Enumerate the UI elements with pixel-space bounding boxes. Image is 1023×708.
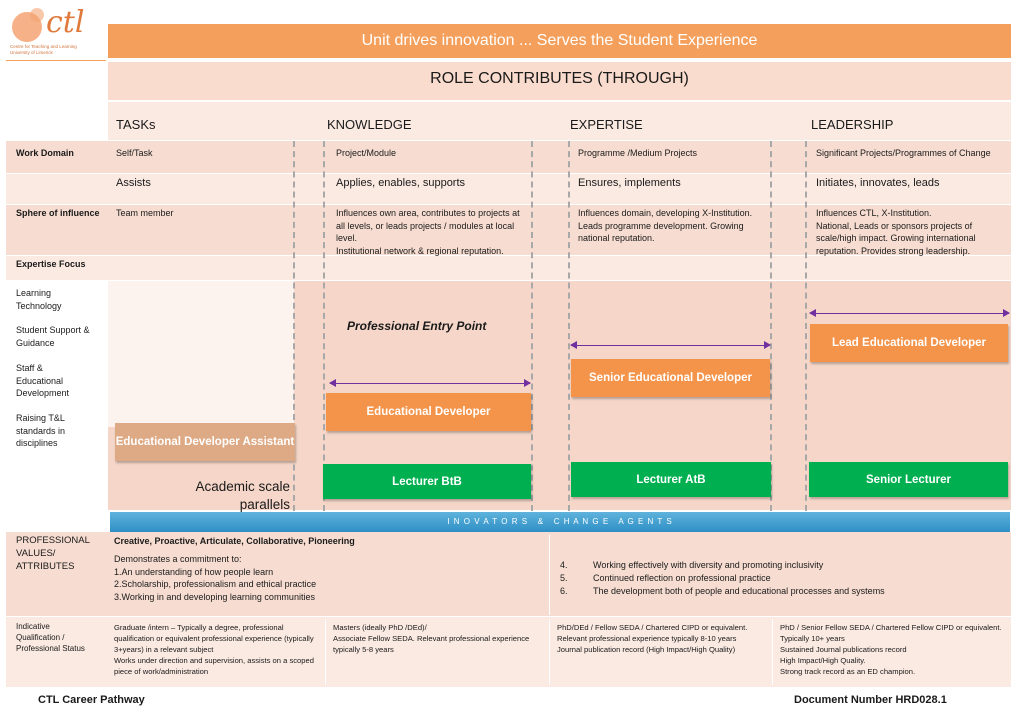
role-lead-educational-developer: Lead Educational Developer: [810, 324, 1008, 362]
role-contributes-heading: ROLE CONTRIBUTES (THROUGH): [108, 62, 1011, 100]
column-heading-knowledge: KNOWLEDGE: [327, 117, 412, 132]
work-domain-label: Work Domain: [16, 148, 74, 158]
academic-lecturer-btb: Lecturer BtB: [323, 464, 531, 499]
column-heading-leadership: LEADERSHIP: [811, 117, 894, 132]
sphere-leadership: Influences CTL, X-Institution. National, Leads or sponsors projects of scale/high impact. Growing international reputation. Provides strong leadership.: [816, 208, 976, 256]
values-headline: Creative, Proactive, Articulate, Collaborative, Pioneering: [114, 536, 355, 546]
expertise-focus-row: [6, 256, 1011, 280]
values-item-4-text: Working effectively with diversity and promoting inclusivity: [593, 560, 824, 570]
qual-divider-3: [772, 619, 773, 685]
focus-staff-development: Staff & Educational Development: [16, 363, 70, 398]
values-divider: [549, 535, 550, 615]
work-domain-tasks: Self/Task: [116, 148, 153, 158]
values-item-5-num: 5.: [560, 573, 568, 583]
divider-3b: [805, 141, 807, 511]
qual-divider-2: [549, 619, 550, 685]
header-title: Unit drives innovation ... Serves the Student Experience: [108, 24, 1011, 58]
career-band-white-column: [108, 281, 294, 427]
qualification-knowledge: Masters (ideally PhD /DEd)/ Associate Fellow SEDA. Relevant professional experience typically 5-8 years: [333, 623, 530, 654]
range-arrow-leadership: [810, 313, 1009, 314]
sphere-expertise: Influences domain, developing X-Institution. Leads programme development. Growing national reputation.: [578, 208, 753, 243]
professional-entry-point: Professional Entry Point: [347, 319, 487, 333]
role-senior-educational-developer: Senior Educational Developer: [571, 359, 770, 397]
divider-3a: [770, 141, 772, 511]
values-item-6-num: 6.: [560, 586, 568, 596]
values-label: PROFESSIONAL VALUES/ ATTRIBUTES: [16, 535, 90, 572]
focus-raising-standards: Raising T&L standards in disciplines: [16, 413, 66, 448]
divider-2a: [531, 141, 533, 511]
divider-1b: [323, 141, 325, 511]
footer-document-number: Document Number HRD028.1: [794, 694, 947, 706]
qualification-leadership: PhD / Senior Fellow SEDA / Chartered Fellow CIPD or equivalent. Typically 10+ years Sustained Journal publications record High Impact/High Quality. Strong track record as an ED champion.: [780, 623, 1002, 676]
values-item-4-num: 4.: [560, 560, 568, 570]
work-domain-knowledge: Project/Module: [336, 148, 397, 158]
logo-circle-small: [30, 8, 44, 22]
range-arrow-knowledge: [330, 383, 530, 384]
work-domain-expertise: Programme /Medium Projects: [578, 148, 698, 158]
column-heading-expertise: EXPERTISE: [570, 117, 643, 132]
focus-learning-technology: Learning Technology: [16, 288, 62, 311]
values-intro: Demonstrates a commitment to:: [114, 554, 242, 564]
qual-divider-1: [325, 619, 326, 685]
sphere-label: Sphere of influence: [16, 208, 100, 218]
academic-scale-label: Academic scale parallels: [195, 479, 290, 512]
range-arrow-expertise: [571, 345, 770, 346]
academic-lecturer-atb: Lecturer AtB: [571, 462, 771, 497]
innovators-banner: I N O V A T O R S & C H A N G E A G E N T S: [110, 512, 1010, 532]
ctl-logo: [8, 6, 104, 60]
values-item-1: 1.An understanding of how people learn: [114, 567, 274, 577]
values-item-5-text: Continued reflection on professional practice: [593, 573, 771, 583]
academic-senior-lecturer: Senior Lecturer: [809, 462, 1008, 497]
logo-line1: Centre for Teaching and Learning: [10, 44, 77, 49]
expertise-focus-label: Expertise Focus: [16, 259, 86, 269]
qualification-tasks: Graduate /intern – Typically a degree, professional qualification or equivalent professional experience (typically 3+years) in a relevant subject Works under direction and supervision, assists on a scoped piece of work/administration: [114, 623, 314, 676]
qualification-label: Indicative Qualification / Professional Status: [16, 622, 85, 653]
values-item-6-text: The development both of people and educational processes and systems: [593, 586, 885, 596]
column-heading-tasks: TASKs: [116, 117, 156, 132]
values-item-2: 2.Scholarship, professionalism and ethical practice: [114, 579, 317, 589]
focus-student-support: Student Support & Guidance: [16, 325, 90, 348]
role-educational-developer: Educational Developer: [326, 393, 531, 431]
verb-expertise: Ensures, implements: [578, 177, 681, 189]
verb-tasks: Assists: [116, 177, 151, 189]
qualification-expertise: PhD/DEd / Fellow SEDA / Chartered CIPD or equivalent. Relevant professional experience typically 8-10 years Journal publication record (High Impact/High Quality): [557, 623, 748, 654]
verb-leadership: Initiates, innovates, leads: [816, 177, 940, 189]
verb-knowledge: Applies, enables, supports: [336, 177, 466, 189]
role-educational-developer-assistant: Educational Developer Assistant: [115, 423, 295, 461]
logo-mark: ctl: [46, 5, 85, 40]
divider-2b: [568, 141, 570, 511]
values-item-3: 3.Working in and developing learning communities: [114, 592, 315, 602]
work-domain-leadership: Significant Projects/Programmes of Change: [816, 148, 991, 158]
logo-divider: [6, 60, 106, 61]
logo-line2: University of Limerick: [10, 50, 53, 55]
footer-title: CTL Career Pathway: [38, 694, 145, 706]
sphere-knowledge: Influences own area, contributes to projects at all levels, or leads projects / modules at local level. Institutional network & regional reputation.: [336, 208, 520, 256]
sphere-tasks: Team member: [116, 208, 174, 218]
